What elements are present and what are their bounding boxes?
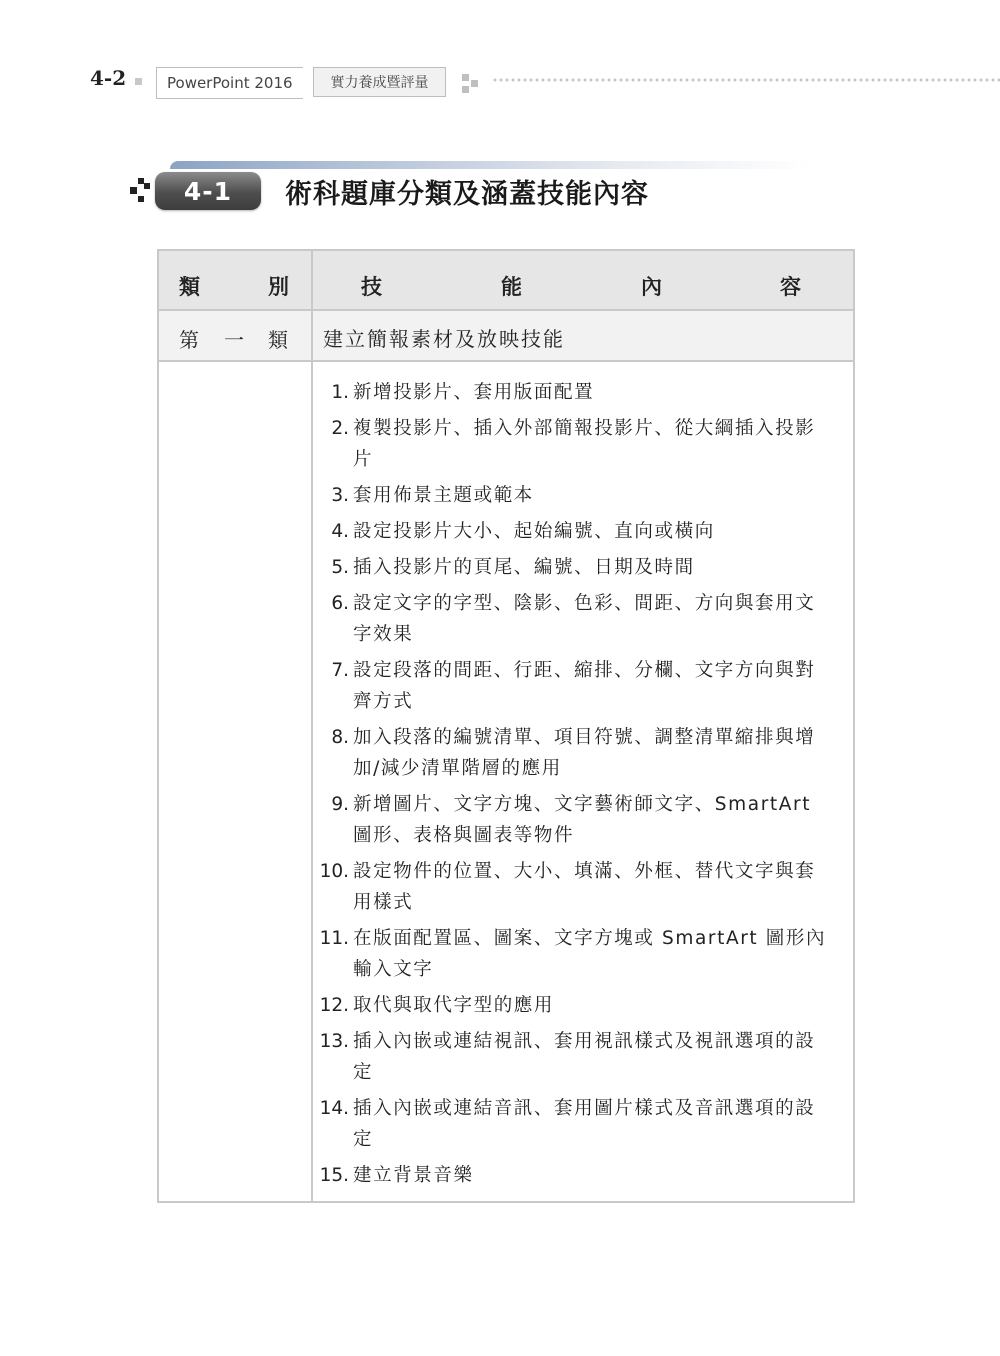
item-number: 14. — [319, 1098, 349, 1119]
list-item — [313, 516, 833, 547]
item-text: 插入內嵌或連結音訊、套用圖片樣式及音訊選項的設定 — [353, 1098, 816, 1150]
page-number: 4-2 — [90, 66, 127, 90]
list-item — [313, 413, 833, 475]
list-item — [313, 480, 833, 511]
book-subtitle: 實力養成暨評量 — [313, 67, 446, 97]
list-item — [313, 1093, 833, 1155]
item-number: 9. — [331, 794, 349, 815]
item-text: 設定投影片大小、起始編號、直向或橫向 — [353, 521, 715, 542]
list-item — [313, 1026, 833, 1088]
item-text: 加入段落的編號清單、項目符號、調整清單縮排與增加/減少清單階層的應用 — [353, 727, 816, 779]
table-header-row — [159, 251, 853, 311]
item-number: 2. — [331, 418, 349, 439]
item-number: 3. — [331, 485, 349, 506]
book-title: PowerPoint 2016 — [156, 67, 303, 99]
header-category-cell — [159, 251, 311, 309]
header-dotted-rule — [492, 78, 1000, 82]
item-number: 1. — [331, 382, 349, 403]
item-number: 8. — [331, 727, 349, 748]
list-item — [313, 990, 833, 1021]
item-text: 複製投影片、插入外部簡報投影片、從大綱插入投影片 — [353, 418, 816, 470]
list-item — [313, 552, 833, 583]
item-number: 12. — [319, 995, 349, 1016]
header-skill-char: 容 — [780, 275, 801, 299]
category-char: 類 — [268, 328, 288, 352]
header-skill-cell — [313, 251, 853, 309]
item-text: 插入內嵌或連結視訊、套用視訊樣式及視訊選項的設定 — [353, 1031, 816, 1083]
item-number: 4. — [331, 521, 349, 542]
list-item — [313, 923, 833, 985]
item-text: 設定段落的間距、行距、縮排、分欄、文字方向與對齊方式 — [353, 660, 816, 712]
header-bullet-icon — [135, 78, 142, 85]
item-text: 插入投影片的頁尾、編號、日期及時間 — [353, 557, 695, 578]
item-text: 取代與取代字型的應用 — [353, 995, 555, 1016]
category-char: 一 — [224, 328, 244, 352]
list-item — [313, 377, 833, 408]
item-number: 11. — [319, 928, 349, 949]
list-item — [313, 588, 833, 650]
category-char: 第 — [179, 328, 199, 352]
item-number: 5. — [331, 557, 349, 578]
list-item — [313, 1160, 833, 1191]
section-accent-bar — [170, 161, 810, 169]
item-text: 在版面配置區、圖案、文字方塊或 SmartArt 圖形內輸入文字 — [353, 928, 827, 980]
item-text: 設定文字的字型、陰影、色彩、間距、方向與套用文字效果 — [353, 593, 816, 645]
category-cell — [159, 311, 311, 360]
table-row-category — [159, 311, 853, 362]
section-number-badge: 4-1 — [155, 172, 261, 210]
header-category-char: 類 — [179, 275, 200, 299]
list-item — [313, 789, 833, 851]
section-title: 術科題庫分類及涵蓋技能內容 — [285, 179, 649, 210]
list-item — [313, 655, 833, 717]
header-skill-char: 內 — [641, 275, 662, 299]
item-number: 7. — [331, 660, 349, 681]
list-item — [313, 856, 833, 918]
header-category-char: 別 — [268, 275, 289, 299]
item-number: 15. — [319, 1165, 349, 1186]
header-skill-char: 技 — [361, 275, 382, 299]
header-skill-char: 能 — [501, 275, 522, 299]
skill-list — [313, 377, 853, 1196]
list-item — [313, 722, 833, 784]
item-number: 10. — [319, 861, 349, 882]
item-text: 設定物件的位置、大小、填滿、外框、替代文字與套用樣式 — [353, 861, 816, 913]
item-number: 6. — [331, 593, 349, 614]
item-text: 新增圖片、文字方塊、文字藝術師文字、SmartArt 圖形、表格與圖表等物件 — [353, 794, 812, 846]
item-text: 新增投影片、套用版面配置 — [353, 382, 595, 403]
item-text: 建立背景音樂 — [353, 1165, 474, 1186]
item-number: 13. — [319, 1031, 349, 1052]
item-text: 套用佈景主題或範本 — [353, 485, 534, 506]
category-title: 建立簡報素材及放映技能 — [323, 327, 565, 351]
skills-table — [157, 249, 855, 1203]
